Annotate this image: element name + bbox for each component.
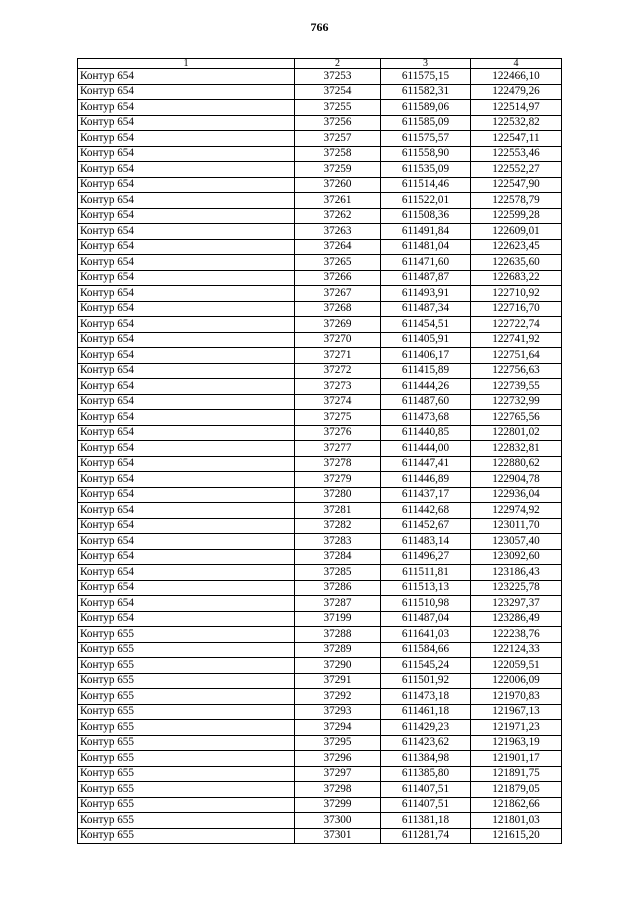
table-row [78, 534, 562, 550]
contour-name-cell: Контур 654 [78, 549, 295, 565]
table-row [78, 828, 562, 844]
x-coordinate-cell: 611454,51 [381, 317, 471, 333]
table-row [78, 394, 562, 410]
x-coordinate-cell: 611487,87 [381, 270, 471, 286]
y-coordinate-cell: 122532,82 [471, 115, 562, 131]
y-coordinate-cell: 121901,17 [471, 751, 562, 767]
x-coordinate-cell: 611381,18 [381, 813, 471, 829]
contour-name-cell: Контур 654 [78, 239, 295, 255]
contour-name-cell: Контур 654 [78, 115, 295, 131]
contour-name-cell: Контур 654 [78, 534, 295, 550]
x-coordinate-cell: 611487,60 [381, 394, 471, 410]
table-row [78, 146, 562, 162]
table-row [78, 177, 562, 193]
table-row [78, 735, 562, 751]
page-number: 766 [310, 20, 329, 34]
x-coordinate-cell: 611589,06 [381, 100, 471, 116]
x-coordinate-cell: 611513,13 [381, 580, 471, 596]
table-row [78, 208, 562, 224]
table-row [78, 441, 562, 457]
y-coordinate-cell: 122553,46 [471, 146, 562, 162]
table-header-row [78, 59, 562, 69]
point-number-cell: 37281 [295, 503, 381, 519]
header-cell-3: 3 [381, 59, 471, 69]
table-row [78, 100, 562, 116]
point-number-cell: 37296 [295, 751, 381, 767]
point-number-cell: 37274 [295, 394, 381, 410]
contour-name-cell: Контур 654 [78, 348, 295, 364]
y-coordinate-cell: 122801,02 [471, 425, 562, 441]
x-coordinate-cell: 611575,15 [381, 69, 471, 85]
table-row [78, 410, 562, 426]
y-coordinate-cell: 123297,37 [471, 596, 562, 612]
x-coordinate-cell: 611481,04 [381, 239, 471, 255]
table-row [78, 131, 562, 147]
x-coordinate-cell: 611452,67 [381, 518, 471, 534]
contour-name-cell: Контур 654 [78, 162, 295, 178]
y-coordinate-cell: 122514,97 [471, 100, 562, 116]
x-coordinate-cell: 611514,46 [381, 177, 471, 193]
point-number-cell: 37286 [295, 580, 381, 596]
table-row [78, 518, 562, 534]
contour-name-cell: Контур 654 [78, 503, 295, 519]
contour-name-cell: Контур 654 [78, 487, 295, 503]
y-coordinate-cell: 122741,92 [471, 332, 562, 348]
x-coordinate-cell: 611385,80 [381, 766, 471, 782]
table-row [78, 627, 562, 643]
y-coordinate-cell: 122732,99 [471, 394, 562, 410]
table-row [78, 162, 562, 178]
x-coordinate-cell: 611473,68 [381, 410, 471, 426]
contour-name-cell: Контур 654 [78, 146, 295, 162]
y-coordinate-cell: 123092,60 [471, 549, 562, 565]
contour-name-cell: Контур 655 [78, 797, 295, 813]
x-coordinate-cell: 611406,17 [381, 348, 471, 364]
x-coordinate-cell: 611405,91 [381, 332, 471, 348]
x-coordinate-cell: 611493,91 [381, 286, 471, 302]
contour-name-cell: Контур 654 [78, 255, 295, 271]
contour-name-cell: Контур 654 [78, 441, 295, 457]
y-coordinate-cell: 122683,22 [471, 270, 562, 286]
contour-name-cell: Контур 654 [78, 611, 295, 627]
table-row [78, 611, 562, 627]
point-number-cell: 37277 [295, 441, 381, 457]
point-number-cell: 37263 [295, 224, 381, 240]
x-coordinate-cell: 611446,89 [381, 472, 471, 488]
y-coordinate-cell: 122124,33 [471, 642, 562, 658]
point-number-cell: 37288 [295, 627, 381, 643]
point-number-cell: 37301 [295, 828, 381, 844]
table-row [78, 363, 562, 379]
x-coordinate-cell: 611483,14 [381, 534, 471, 550]
x-coordinate-cell: 611535,09 [381, 162, 471, 178]
point-number-cell: 37266 [295, 270, 381, 286]
point-number-cell: 37268 [295, 301, 381, 317]
table-row [78, 84, 562, 100]
table-row [78, 658, 562, 674]
x-coordinate-cell: 611510,98 [381, 596, 471, 612]
y-coordinate-cell: 122716,70 [471, 301, 562, 317]
table-row [78, 720, 562, 736]
point-number-cell: 37284 [295, 549, 381, 565]
contour-name-cell: Контур 654 [78, 425, 295, 441]
point-number-cell: 37255 [295, 100, 381, 116]
table-row [78, 379, 562, 395]
x-coordinate-cell: 611584,66 [381, 642, 471, 658]
y-coordinate-cell: 123057,40 [471, 534, 562, 550]
contour-name-cell: Контур 655 [78, 642, 295, 658]
header-cell-2: 2 [295, 59, 381, 69]
point-number-cell: 37290 [295, 658, 381, 674]
table-row [78, 673, 562, 689]
point-number-cell: 37292 [295, 689, 381, 705]
point-number-cell: 37282 [295, 518, 381, 534]
point-number-cell: 37273 [295, 379, 381, 395]
y-coordinate-cell: 122059,51 [471, 658, 562, 674]
point-number-cell: 37259 [295, 162, 381, 178]
point-number-cell: 37270 [295, 332, 381, 348]
y-coordinate-cell: 121615,20 [471, 828, 562, 844]
contour-name-cell: Контур 655 [78, 673, 295, 689]
point-number-cell: 37299 [295, 797, 381, 813]
contour-name-cell: Контур 654 [78, 69, 295, 85]
x-coordinate-cell: 611508,36 [381, 208, 471, 224]
contour-name-cell: Контур 655 [78, 828, 295, 844]
contour-name-cell: Контур 655 [78, 782, 295, 798]
y-coordinate-cell: 122623,45 [471, 239, 562, 255]
x-coordinate-cell: 611501,92 [381, 673, 471, 689]
y-coordinate-cell: 122710,92 [471, 286, 562, 302]
table-row [78, 766, 562, 782]
y-coordinate-cell: 122578,79 [471, 193, 562, 209]
y-coordinate-cell: 123011,70 [471, 518, 562, 534]
y-coordinate-cell: 122751,64 [471, 348, 562, 364]
y-coordinate-cell: 122599,28 [471, 208, 562, 224]
point-number-cell: 37262 [295, 208, 381, 224]
x-coordinate-cell: 611582,31 [381, 84, 471, 100]
point-number-cell: 37294 [295, 720, 381, 736]
table-row [78, 69, 562, 85]
y-coordinate-cell: 122880,62 [471, 456, 562, 472]
table-row [78, 565, 562, 581]
x-coordinate-cell: 611471,60 [381, 255, 471, 271]
point-number-cell: 37300 [295, 813, 381, 829]
table-row [78, 115, 562, 131]
x-coordinate-cell: 611641,03 [381, 627, 471, 643]
contour-name-cell: Контур 655 [78, 813, 295, 829]
table-row [78, 224, 562, 240]
point-number-cell: 37287 [295, 596, 381, 612]
table-row [78, 425, 562, 441]
contour-name-cell: Контур 654 [78, 565, 295, 581]
point-number-cell: 37269 [295, 317, 381, 333]
point-number-cell: 37283 [295, 534, 381, 550]
table-row [78, 332, 562, 348]
contour-name-cell: Контур 654 [78, 317, 295, 333]
point-number-cell: 37278 [295, 456, 381, 472]
table-row [78, 301, 562, 317]
contour-name-cell: Контур 654 [78, 84, 295, 100]
y-coordinate-cell: 123186,43 [471, 565, 562, 581]
x-coordinate-cell: 611461,18 [381, 704, 471, 720]
contour-name-cell: Контур 654 [78, 177, 295, 193]
x-coordinate-cell: 611496,27 [381, 549, 471, 565]
y-coordinate-cell: 122832,81 [471, 441, 562, 457]
contour-name-cell: Контур 654 [78, 379, 295, 395]
contour-name-cell: Контур 654 [78, 518, 295, 534]
contour-name-cell: Контур 654 [78, 224, 295, 240]
coordinates-table [77, 58, 562, 844]
x-coordinate-cell: 611429,23 [381, 720, 471, 736]
table-row [78, 596, 562, 612]
point-number-cell: 37256 [295, 115, 381, 131]
point-number-cell: 37260 [295, 177, 381, 193]
contour-name-cell: Контур 655 [78, 720, 295, 736]
y-coordinate-cell: 122609,01 [471, 224, 562, 240]
contour-name-cell: Контур 654 [78, 394, 295, 410]
point-number-cell: 37279 [295, 472, 381, 488]
contour-name-cell: Контур 654 [78, 131, 295, 147]
y-coordinate-cell: 122722,74 [471, 317, 562, 333]
table-row [78, 193, 562, 209]
point-number-cell: 37275 [295, 410, 381, 426]
table-row [78, 487, 562, 503]
contour-name-cell: Контур 654 [78, 100, 295, 116]
point-number-cell: 37271 [295, 348, 381, 364]
point-number-cell: 37267 [295, 286, 381, 302]
point-number-cell: 37295 [295, 735, 381, 751]
x-coordinate-cell: 611437,17 [381, 487, 471, 503]
point-number-cell: 37297 [295, 766, 381, 782]
table-row [78, 255, 562, 271]
point-number-cell: 37285 [295, 565, 381, 581]
contour-name-cell: Контур 654 [78, 270, 295, 286]
contour-name-cell: Контур 654 [78, 363, 295, 379]
contour-name-cell: Контур 654 [78, 193, 295, 209]
contour-name-cell: Контур 654 [78, 286, 295, 302]
table-row [78, 456, 562, 472]
contour-name-cell: Контур 654 [78, 410, 295, 426]
table-row [78, 580, 562, 596]
y-coordinate-cell: 122552,27 [471, 162, 562, 178]
y-coordinate-cell: 122635,60 [471, 255, 562, 271]
y-coordinate-cell: 121891,75 [471, 766, 562, 782]
x-coordinate-cell: 611585,09 [381, 115, 471, 131]
contour-name-cell: Контур 654 [78, 580, 295, 596]
table-row [78, 797, 562, 813]
y-coordinate-cell: 121801,03 [471, 813, 562, 829]
y-coordinate-cell: 122466,10 [471, 69, 562, 85]
table-row [78, 704, 562, 720]
point-number-cell: 37298 [295, 782, 381, 798]
point-number-cell: 37261 [295, 193, 381, 209]
contour-name-cell: Контур 655 [78, 751, 295, 767]
table-row [78, 813, 562, 829]
table-row [78, 286, 562, 302]
point-number-cell: 37293 [295, 704, 381, 720]
table-row [78, 503, 562, 519]
y-coordinate-cell: 122006,09 [471, 673, 562, 689]
y-coordinate-cell: 121971,23 [471, 720, 562, 736]
point-number-cell: 37254 [295, 84, 381, 100]
point-number-cell: 37264 [295, 239, 381, 255]
y-coordinate-cell: 122765,56 [471, 410, 562, 426]
x-coordinate-cell: 611511,81 [381, 565, 471, 581]
table-row [78, 348, 562, 364]
x-coordinate-cell: 611281,74 [381, 828, 471, 844]
x-coordinate-cell: 611487,34 [381, 301, 471, 317]
y-coordinate-cell: 121963,19 [471, 735, 562, 751]
point-number-cell: 37272 [295, 363, 381, 379]
y-coordinate-cell: 123225,78 [471, 580, 562, 596]
table-row [78, 549, 562, 565]
x-coordinate-cell: 611447,41 [381, 456, 471, 472]
y-coordinate-cell: 122479,26 [471, 84, 562, 100]
point-number-cell: 37253 [295, 69, 381, 85]
x-coordinate-cell: 611423,62 [381, 735, 471, 751]
contour-name-cell: Контур 655 [78, 704, 295, 720]
header-cell-4: 4 [471, 59, 562, 69]
y-coordinate-cell: 121879,05 [471, 782, 562, 798]
x-coordinate-cell: 611558,90 [381, 146, 471, 162]
y-coordinate-cell: 122974,92 [471, 503, 562, 519]
x-coordinate-cell: 611444,26 [381, 379, 471, 395]
point-number-cell: 37289 [295, 642, 381, 658]
table-row [78, 317, 562, 333]
x-coordinate-cell: 611407,51 [381, 797, 471, 813]
contour-name-cell: Контур 655 [78, 627, 295, 643]
x-coordinate-cell: 611487,04 [381, 611, 471, 627]
contour-name-cell: Контур 654 [78, 472, 295, 488]
contour-name-cell: Контур 655 [78, 689, 295, 705]
table-row [78, 270, 562, 286]
contour-name-cell: Контур 654 [78, 456, 295, 472]
contour-name-cell: Контур 654 [78, 596, 295, 612]
point-number-cell: 37265 [295, 255, 381, 271]
point-number-cell: 37258 [295, 146, 381, 162]
point-number-cell: 37291 [295, 673, 381, 689]
y-coordinate-cell: 121967,13 [471, 704, 562, 720]
point-number-cell: 37280 [295, 487, 381, 503]
contour-name-cell: Контур 654 [78, 332, 295, 348]
x-coordinate-cell: 611407,51 [381, 782, 471, 798]
contour-name-cell: Контур 655 [78, 766, 295, 782]
x-coordinate-cell: 611415,89 [381, 363, 471, 379]
x-coordinate-cell: 611473,18 [381, 689, 471, 705]
x-coordinate-cell: 611442,68 [381, 503, 471, 519]
y-coordinate-cell: 122739,55 [471, 379, 562, 395]
point-number-cell: 37199 [295, 611, 381, 627]
y-coordinate-cell: 122756,63 [471, 363, 562, 379]
y-coordinate-cell: 122936,04 [471, 487, 562, 503]
y-coordinate-cell: 121862,66 [471, 797, 562, 813]
contour-name-cell: Контур 655 [78, 735, 295, 751]
x-coordinate-cell: 611522,01 [381, 193, 471, 209]
y-coordinate-cell: 122904,78 [471, 472, 562, 488]
x-coordinate-cell: 611491,84 [381, 224, 471, 240]
point-number-cell: 37276 [295, 425, 381, 441]
table-row [78, 751, 562, 767]
y-coordinate-cell: 123286,49 [471, 611, 562, 627]
x-coordinate-cell: 611575,57 [381, 131, 471, 147]
x-coordinate-cell: 611440,85 [381, 425, 471, 441]
y-coordinate-cell: 122547,11 [471, 131, 562, 147]
contour-name-cell: Контур 654 [78, 301, 295, 317]
x-coordinate-cell: 611444,00 [381, 441, 471, 457]
table-row [78, 239, 562, 255]
y-coordinate-cell: 122238,76 [471, 627, 562, 643]
y-coordinate-cell: 121970,83 [471, 689, 562, 705]
point-number-cell: 37257 [295, 131, 381, 147]
table-row [78, 782, 562, 798]
header-cell-1: 1 [78, 59, 295, 69]
contour-name-cell: Контур 654 [78, 208, 295, 224]
x-coordinate-cell: 611545,24 [381, 658, 471, 674]
table-row [78, 472, 562, 488]
contour-name-cell: Контур 655 [78, 658, 295, 674]
x-coordinate-cell: 611384,98 [381, 751, 471, 767]
table-row [78, 642, 562, 658]
table-row [78, 689, 562, 705]
y-coordinate-cell: 122547,90 [471, 177, 562, 193]
